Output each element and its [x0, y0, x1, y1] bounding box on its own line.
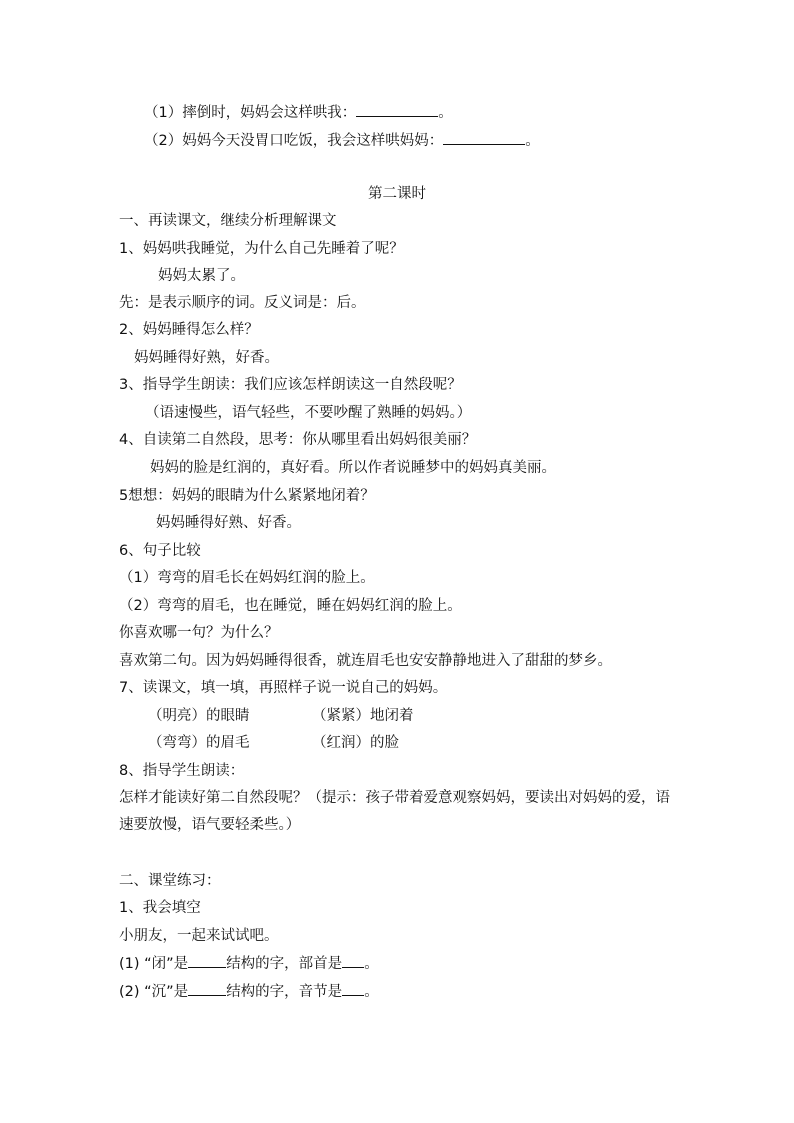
- question-end: 。: [364, 956, 379, 972]
- answer-blank: [342, 981, 364, 996]
- paragraph: 怎样才能读好第二自然段呢？（提示：孩子带着爱意观察妈妈，要读出对妈妈的爱，语速要放慢，语气要轻柔些。）: [119, 790, 670, 833]
- fill-question-1: [119, 953, 379, 974]
- fill-question-2: [119, 981, 379, 1002]
- text-line: 妈妈的脸是红润的，真好看。所以作者说睡梦中的妈妈真美丽。: [150, 460, 556, 476]
- text-line: （1）弯弯的眉毛长在妈妈红润的脸上。: [119, 570, 375, 586]
- text-line: 8、指导学生朗读：: [119, 763, 245, 779]
- question-text: (1) “闭”是: [119, 956, 189, 972]
- question-text: （2）妈妈今天没胃口吃饭，我会这样哄妈妈：: [144, 133, 444, 149]
- pair-item: （紧紧）地闭着: [312, 708, 414, 724]
- question-text: (2) “沉”是: [119, 984, 189, 1000]
- question-line-1: [144, 102, 453, 123]
- text-line: 6、句子比较: [119, 543, 201, 559]
- text-line: 7、读课文，填一填，再照样子说一说自己的妈妈。: [119, 680, 448, 696]
- pair-item: （红润）的脸: [312, 735, 399, 751]
- answer-blank: [443, 130, 525, 145]
- question-end: 。: [438, 105, 453, 121]
- question-text: 结构的字，部首是: [226, 956, 343, 972]
- answer-blank: [188, 981, 226, 996]
- text-line: 1、我会填空: [119, 900, 201, 916]
- text-line: 你喜欢哪一句？为什么？: [119, 625, 279, 641]
- lesson-title: 第二课时: [368, 186, 426, 202]
- answer-blank: [342, 953, 364, 968]
- text-line: 妈妈太累了。: [158, 268, 245, 284]
- section-heading: 二、课堂练习：: [119, 873, 221, 889]
- section-heading: 一、再读课文，继续分析理解课文: [119, 213, 337, 229]
- question-line-2: [144, 130, 540, 151]
- question-text: （1）摔倒时，妈妈会这样哄我：: [144, 105, 357, 121]
- text-line: 4、自读第二自然段，思考：你从哪里看出妈妈很美丽？: [119, 432, 477, 448]
- pair-item: （明亮）的眼睛: [148, 708, 250, 724]
- text-line: 5想想：妈妈的眼睛为什么紧紧地闭着？: [119, 488, 375, 504]
- answer-blank: [188, 953, 226, 968]
- text-line: （2）弯弯的眉毛，也在睡觉，睡在妈妈红润的脸上。: [119, 598, 462, 614]
- text-line: 先：是表示顺序的词。反义词是：后。: [119, 295, 366, 311]
- question-text: 结构的字，音节是: [226, 984, 343, 1000]
- text-line: 3、指导学生朗读：我们应该怎样朗读这一自然段呢？: [119, 377, 462, 393]
- text-line: 1、妈妈哄我睡觉，为什么自己先睡着了呢？: [119, 241, 404, 257]
- text-line: 小朋友，一起来试试吧。: [119, 928, 279, 944]
- question-end: 。: [364, 984, 379, 1000]
- text-line: 妈妈睡得好熟，好香。: [134, 350, 279, 366]
- text-line: （语速慢些，语气轻些，不要吵醒了熟睡的妈妈。）: [145, 405, 472, 421]
- question-end: 。: [525, 133, 540, 149]
- answer-blank: [356, 102, 438, 117]
- text-line: 2、妈妈睡得怎么样？: [119, 322, 259, 338]
- text-line: 妈妈睡得好熟、好香。: [156, 515, 301, 531]
- text-line: 喜欢第二句。因为妈妈睡得很香，就连眉毛也安安静静地进入了甜甜的梦乡。: [119, 653, 612, 669]
- pair-item: （弯弯）的眉毛: [148, 735, 250, 751]
